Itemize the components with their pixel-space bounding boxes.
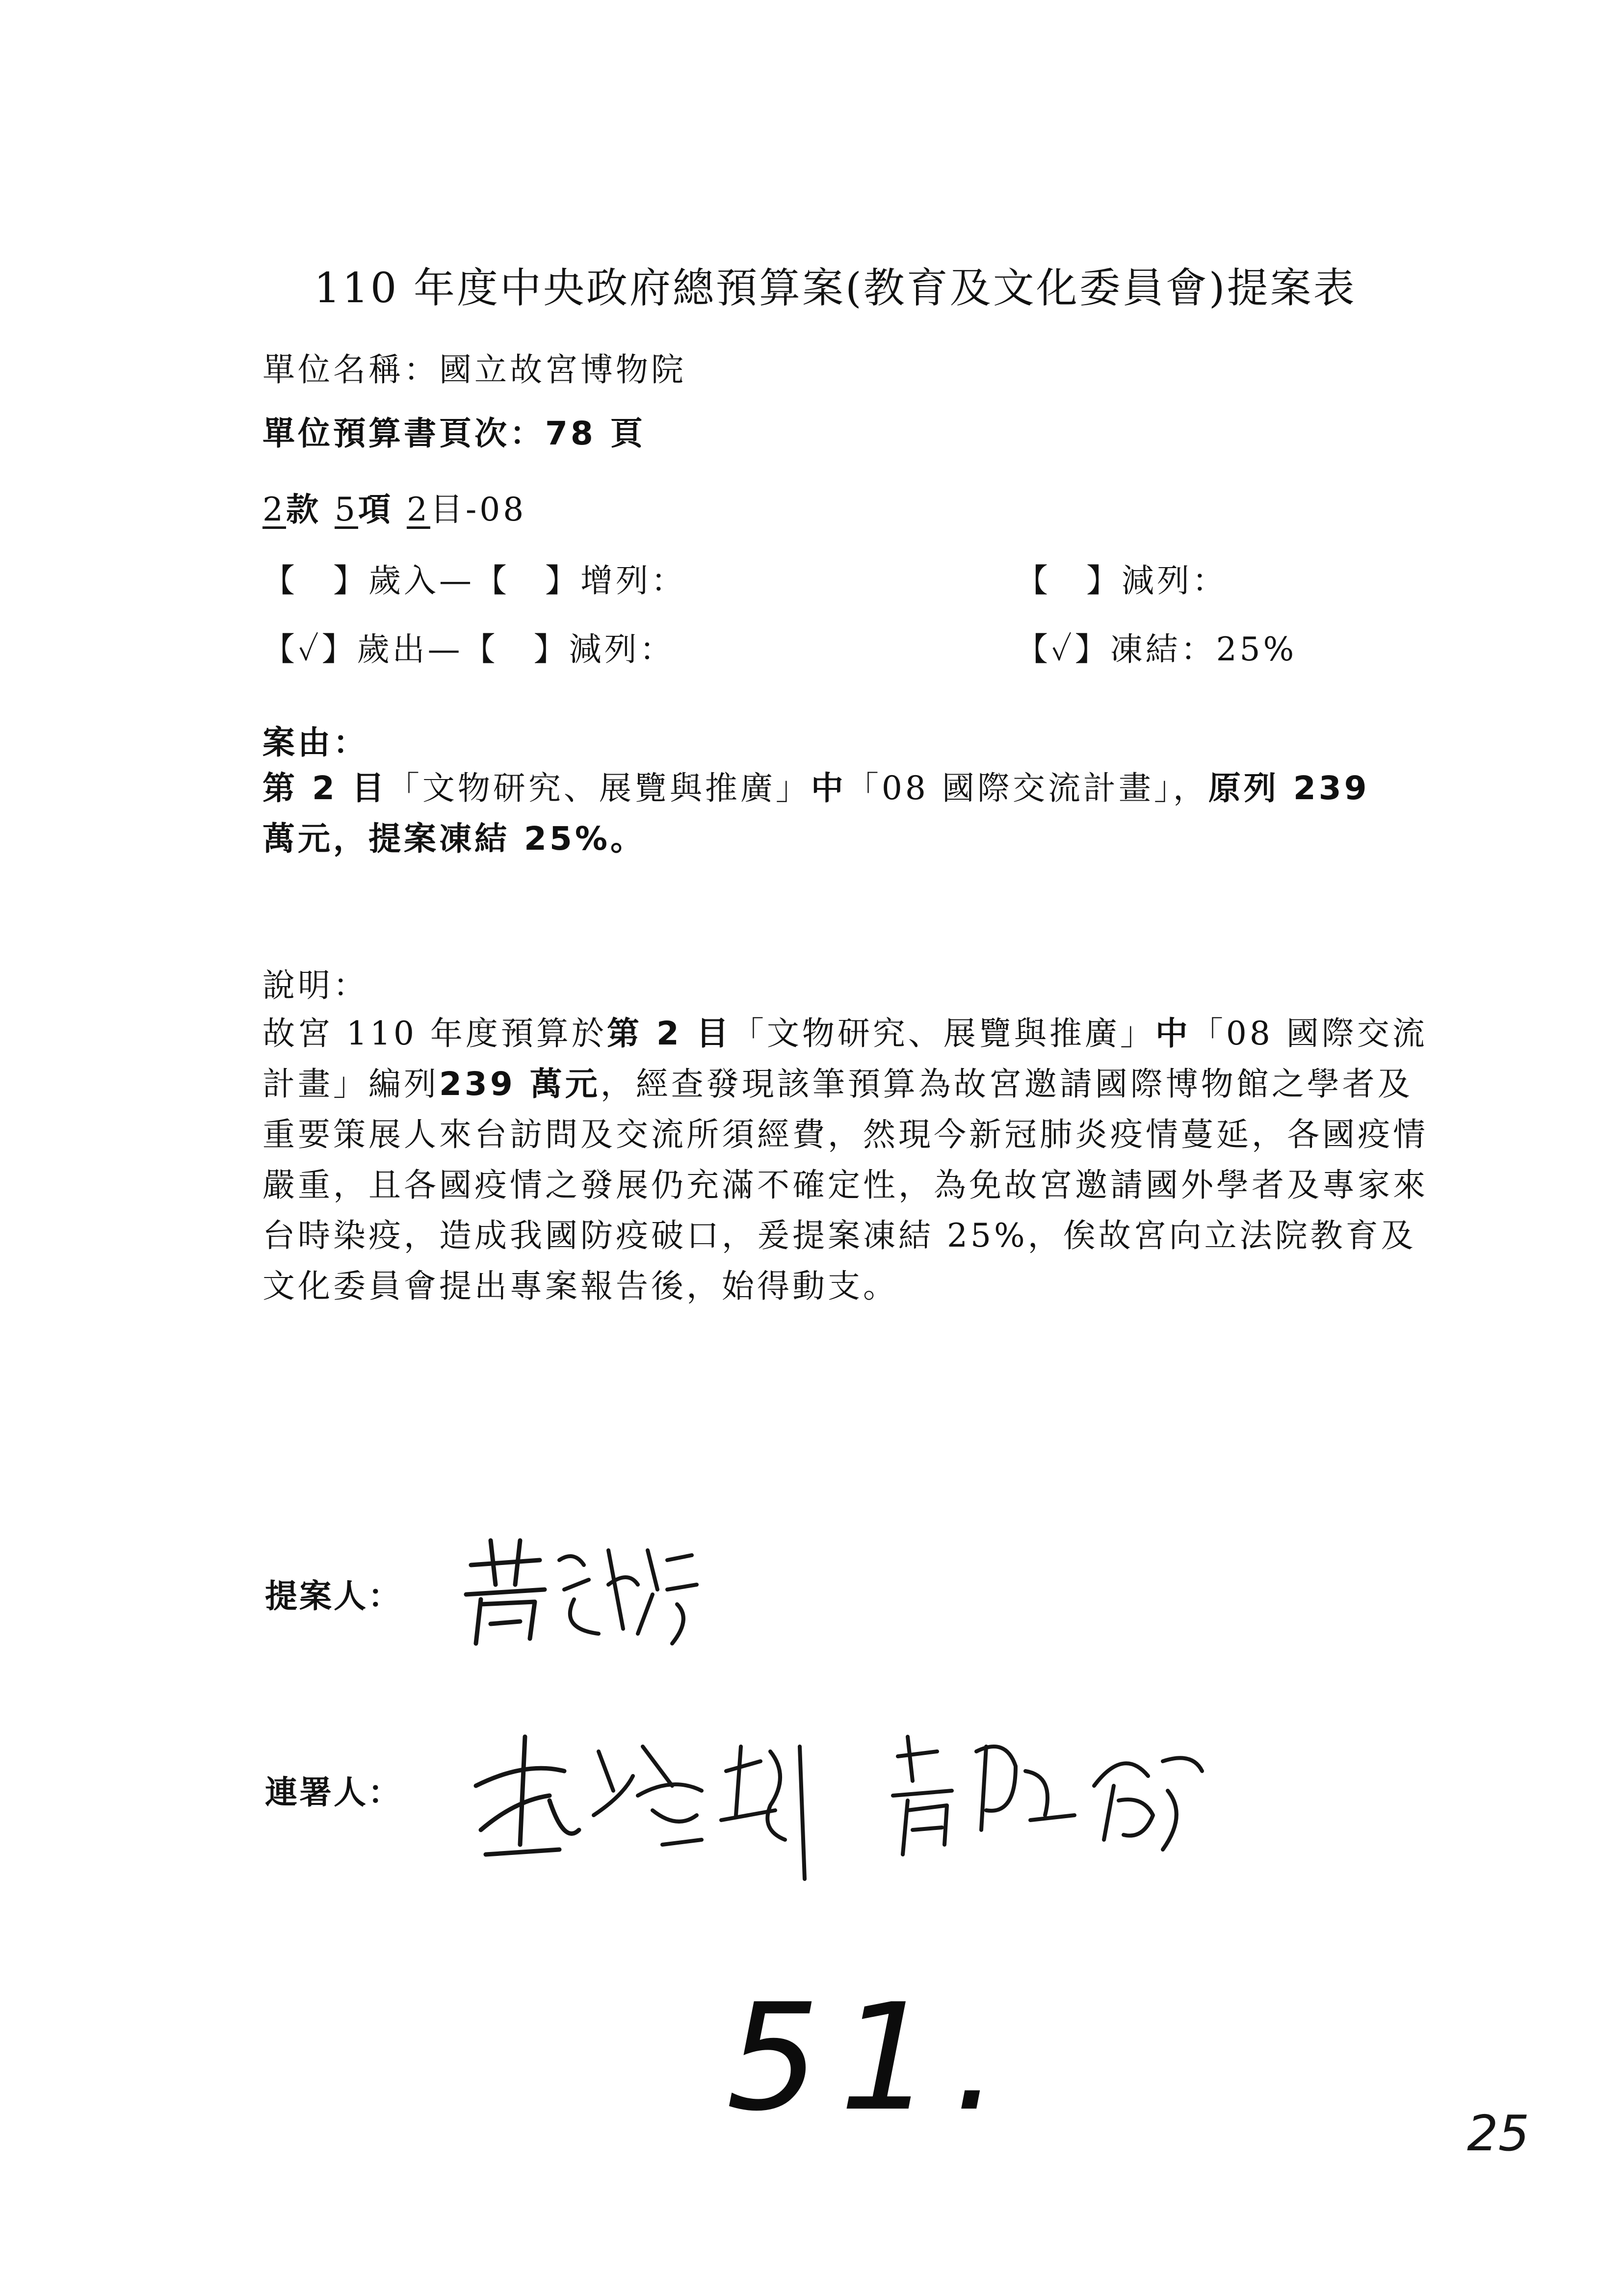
mu-label: 目-08 [430,491,527,528]
xiang-label: 項 [358,491,393,528]
exp-s4: 中 [1155,1015,1191,1052]
budget-page-reference: 單位預算書頁次：78 頁 [262,415,646,452]
reason-freeze: 萬元，提案凍結 25%。 [262,820,646,858]
reason-program: 「文物研究、展覽與推廣」 [387,769,811,807]
exp-s3: 「文物研究、展覽與推廣」 [731,1015,1155,1052]
form-title: 110 年度中央政府總預算案(教育及文化委員會)提案表 [314,264,1357,312]
exp-s7: ，經查發現該筆預算為故宮邀請國際博物館之學者及重要策展人來台訪問及交流所須經費，然現今新冠肺炎疫情蔓延，各國疫情嚴重，且各國疫情之發展仍充滿不確定性，為免故宮邀請國外學者及專家來台時染疫，造成我國防疫破口，爰提案凍結 25%，俟故宮向立法院教育及文化委員會提出專案報告後，始得動支。 [262,1065,1428,1305]
kuan-number: 2 [262,491,286,528]
exp-s6: 239 萬元 [439,1065,601,1103]
explanation-text [262,1008,1440,1311]
reason-amount: 原列 239 [1208,769,1370,807]
handwritten-proposal-number: 51. [726,1972,1020,2143]
mu-number: 2 [406,491,430,528]
option-revenue-cut: 【 】減列： [1016,562,1228,600]
proposer-signature [461,1531,716,1658]
handwritten-page-number: 25 [1467,2105,1530,2162]
exp-s5: 「08 國際交流計畫」編列 [262,1015,1428,1103]
option-revenue: 【 】歲入—【 】增列： [262,562,686,600]
cosigner-signatures [466,1717,1276,1894]
cosigner-label: 連署人： [265,1774,402,1811]
unit-name: 單位名稱：國立故宮博物院 [262,351,686,389]
option-freeze: 【✓】凍結：25% [1016,630,1297,668]
exp-s2: 第 2 目 [606,1015,732,1052]
proposer-label: 提案人： [265,1577,402,1615]
option-expense: 【✓】歲出—【 】減列： [262,630,675,668]
reason-heading: 案由： [262,724,368,761]
reason-text [262,763,1440,864]
explanation-heading: 說明： [262,966,368,1004]
reason-plan: 「08 國際交流計畫」， [846,769,1208,807]
reason-in: 中 [811,769,846,807]
reason-item-ref: 第 2 目 [262,769,387,807]
xiang-number: 5 [334,491,358,528]
kuan-label: 款 [286,491,321,528]
item-code [262,483,526,530]
exp-s1: 故宮 110 年度預算於 [262,1015,607,1052]
